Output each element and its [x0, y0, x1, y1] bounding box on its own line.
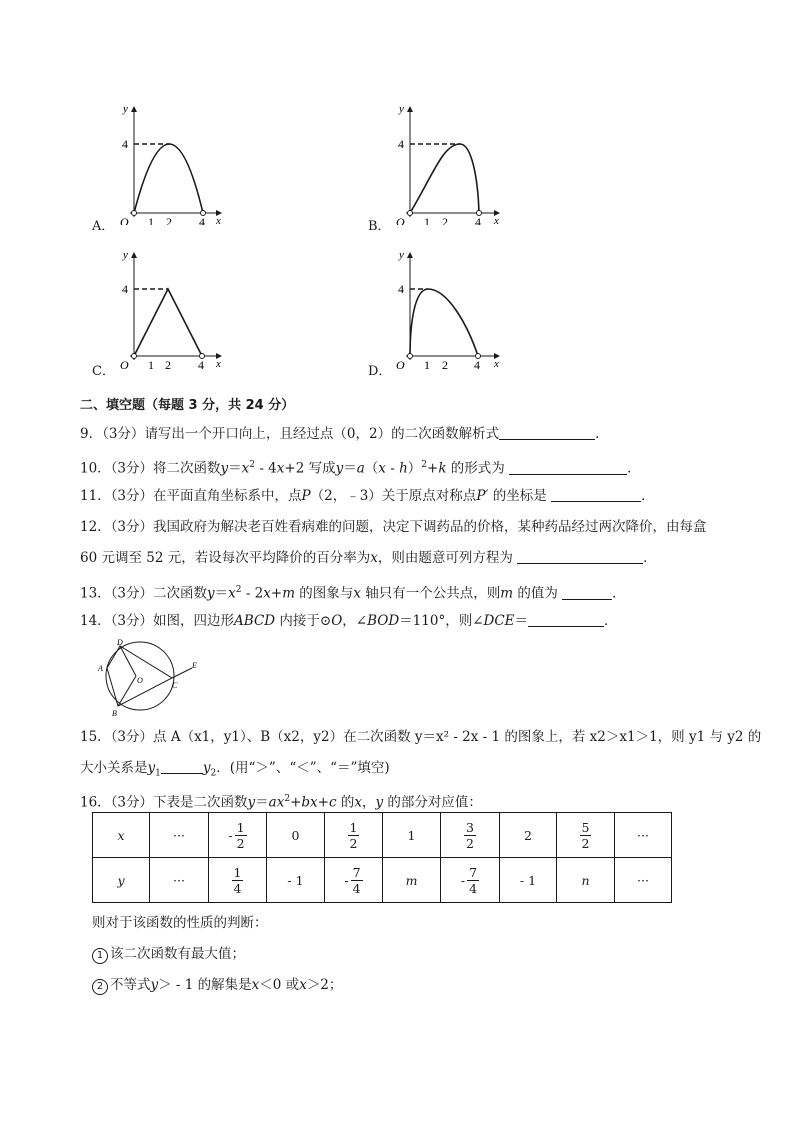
q-text: ＜0 或 — [259, 977, 300, 993]
q-num: 13． — [80, 585, 111, 602]
var: y — [150, 977, 159, 993]
q-text: （ — [364, 460, 379, 477]
var: bx — [301, 794, 318, 811]
var: DCE — [483, 613, 515, 629]
var: BOD — [367, 613, 400, 629]
label-o: O — [137, 676, 143, 685]
label-e: E — [192, 661, 197, 670]
label-1: 1 — [148, 215, 154, 225]
y-axis-arrow — [131, 106, 137, 112]
answer-blank[interactable] — [517, 549, 643, 564]
answer-blank[interactable] — [509, 460, 627, 475]
answer-blank[interactable] — [161, 759, 203, 774]
table-cell: n — [557, 858, 615, 903]
table-cell: 1 — [383, 813, 441, 858]
q-end: ． — [641, 488, 655, 504]
q-text: 下表是二次函数 — [153, 794, 248, 811]
var: x — [241, 460, 250, 477]
q-text: ，则由题意可列方程为 — [377, 550, 513, 566]
q-text: 将二次函数 — [153, 460, 221, 477]
question-13 — [80, 580, 626, 604]
var: P′ — [476, 488, 489, 504]
label-y: y — [399, 103, 404, 115]
var: y — [207, 585, 215, 602]
var: x — [353, 585, 361, 602]
exp: 2 — [284, 794, 291, 804]
label-2: 2 — [442, 358, 448, 371]
q-text: 不等式 — [110, 977, 151, 993]
q-text: - 2 — [241, 585, 264, 602]
judgment-1 — [92, 944, 245, 964]
label-y4: 4 — [122, 137, 128, 151]
var: y — [147, 760, 156, 776]
y-axis-arrow — [407, 106, 413, 112]
var: y — [247, 794, 256, 811]
q-score: （3分） — [110, 729, 154, 745]
circled-number-1: 1 — [92, 948, 108, 964]
table-head-y: y — [93, 858, 150, 903]
table-row-x — [93, 813, 672, 858]
label-o: O — [120, 358, 129, 371]
q-text: ＝ — [214, 585, 229, 602]
var: m — [282, 585, 296, 602]
question-12-line-1 — [80, 517, 707, 537]
q-num: 9． — [80, 426, 103, 442]
q-text: + — [427, 460, 439, 477]
label-y: y — [399, 249, 404, 261]
answer-blank[interactable] — [562, 585, 612, 600]
label-4: 4 — [474, 358, 480, 371]
var: x — [228, 585, 236, 602]
origin-point — [408, 211, 413, 216]
table-cell: ··· — [150, 813, 209, 858]
q-text: ．(用“＞”、“＜”、“＝”填空) — [216, 760, 390, 776]
label-1: 1 — [424, 215, 430, 225]
q-score: （3分） — [110, 613, 154, 629]
table-cell: - $\frac{7}{4}$ — [441, 858, 500, 903]
q-text: + — [317, 794, 329, 811]
judgment-2 — [92, 975, 342, 995]
label-2: 2 — [165, 358, 171, 371]
label-2: 2 — [442, 215, 448, 225]
q-text: 我国政府为解决老百姓看病难的问题，决定下调药品的价格，某种药品经过两次降价，由每盒 — [153, 519, 707, 535]
q-text: ＝ — [514, 613, 529, 629]
var: y — [335, 460, 344, 477]
value-table — [92, 812, 672, 903]
q-text: 60 元调至 52 元，若设每次平均降价的百分率为 — [80, 550, 371, 566]
q-text: 轴只有一个公共点，则 — [360, 585, 501, 602]
y-axis-arrow — [131, 252, 137, 258]
q-end: ． — [627, 460, 641, 477]
label-o: O — [396, 358, 405, 371]
var: x — [251, 977, 260, 993]
label-y4: 4 — [122, 282, 128, 296]
label-y: y — [123, 103, 128, 115]
q-text: 的形式为 — [446, 460, 505, 477]
table-cell: - 1 — [500, 858, 557, 903]
q-num: 15． — [80, 729, 111, 745]
q-text: （2，﹣3）关于原点对称点 — [310, 488, 477, 504]
q-text: ＝110°，则∠ — [399, 613, 484, 629]
label-4: 4 — [198, 358, 204, 371]
label-x: x — [494, 358, 499, 370]
exp: 2 — [249, 460, 256, 470]
label-o: O — [396, 215, 405, 225]
q-text: ） — [407, 460, 422, 477]
var: P — [301, 488, 311, 504]
label-4: 4 — [475, 215, 481, 225]
q-text: ，∠ — [342, 613, 368, 629]
graph-option-a — [112, 100, 222, 225]
q-text: + — [290, 794, 302, 811]
question-10 — [80, 455, 641, 479]
label-x: x — [216, 358, 221, 370]
table-cell: $\frac{1}{4}$ — [209, 858, 267, 903]
graph-option-b — [388, 100, 503, 225]
table-cell: ··· — [150, 858, 209, 903]
q-text: + — [270, 585, 283, 602]
curve — [410, 289, 478, 356]
q-text: - — [385, 460, 400, 477]
label-c: C — [172, 681, 178, 690]
label-y4: 4 — [398, 137, 404, 151]
label-x: x — [216, 215, 221, 225]
table-cell: $\frac{5}{2}$ — [557, 813, 615, 858]
var: a — [356, 460, 365, 477]
label-4: 4 — [199, 215, 205, 225]
option-c-label: C． — [92, 364, 115, 379]
q-text: ， — [361, 794, 376, 811]
table-cell: 0 — [267, 813, 325, 858]
triangle-path — [134, 289, 202, 356]
question-15-line-2 — [80, 758, 390, 784]
q-text: 二次函数 — [153, 585, 208, 602]
q-text: 内接于⊙ — [275, 613, 332, 629]
table-row-y — [93, 858, 672, 903]
origin-point — [132, 211, 137, 216]
answer-blank[interactable] — [551, 487, 641, 502]
question-9 — [80, 424, 609, 444]
q-num: 14． — [80, 613, 111, 629]
var: y — [220, 460, 229, 477]
sub: 1 — [155, 768, 161, 779]
label-y4: 4 — [398, 282, 404, 296]
q-text: 在平面直角坐标系中，点 — [153, 488, 302, 504]
var: x — [378, 460, 386, 477]
q-end: ． — [604, 613, 618, 629]
q-text: ＝ — [228, 460, 242, 477]
var: x — [299, 977, 307, 993]
graph-option-c — [112, 246, 222, 371]
var: c — [328, 794, 337, 811]
var: x — [263, 585, 271, 602]
q-text: ＝ — [255, 794, 269, 811]
q-text: 的 — [336, 794, 355, 811]
table-cell: m — [383, 858, 441, 903]
table-cell: - 1 — [267, 858, 325, 903]
question-15-line-1 — [80, 727, 761, 747]
var: x — [276, 460, 285, 477]
var: x — [354, 794, 362, 811]
label-a: A — [98, 664, 103, 673]
table-cell: ··· — [615, 858, 672, 903]
q-text: 该二次函数有最大值； — [110, 946, 245, 962]
q-end: ． — [643, 550, 657, 566]
q-score: （3分） — [110, 585, 154, 602]
option-a-label: A． — [92, 219, 115, 234]
q-score: （3分） — [110, 794, 154, 811]
table-cell: $\frac{1}{2}$ — [325, 813, 383, 858]
var: h — [399, 460, 408, 477]
q-score: （3分） — [110, 460, 154, 477]
q-text: +2 写成 — [284, 460, 336, 477]
label-b: B — [112, 709, 117, 718]
origin-point — [132, 354, 137, 359]
table-head-x: x — [93, 813, 150, 858]
table-cell: - $\frac{1}{2}$ — [209, 813, 267, 858]
q-end: ． — [612, 585, 626, 602]
graph-option-d — [388, 246, 503, 371]
option-b-label: B． — [368, 219, 391, 234]
var: y — [375, 794, 384, 811]
after-table-text: 则对于该函数的性质的判断： — [92, 915, 268, 931]
q-score: （3分） — [102, 426, 145, 442]
label-1: 1 — [424, 358, 430, 371]
q-text: - 4 — [255, 460, 277, 477]
label-1: 1 — [148, 358, 154, 371]
var: m — [500, 585, 514, 602]
question-14 — [80, 611, 618, 631]
q-num: 10． — [80, 460, 111, 477]
var: ax — [268, 794, 285, 811]
var: O — [331, 613, 343, 629]
q-score: （3分） — [110, 488, 154, 504]
figure-q14-circle — [88, 636, 203, 718]
label-2: 2 — [166, 215, 172, 225]
table-cell: - $\frac{7}{4}$ — [325, 858, 383, 903]
q-text: 大小关系是 — [80, 760, 148, 776]
var: ABCD — [234, 613, 276, 629]
var: k — [438, 460, 447, 477]
label-x: x — [494, 215, 499, 225]
q-text: 请写出一个开口向上，且经过点（0，2）的二次函数解析式 — [144, 426, 500, 442]
q-text: ＝ — [343, 460, 357, 477]
q-score: （3分） — [110, 519, 154, 535]
q-num: 12． — [80, 519, 111, 535]
q-text: 的值为 — [513, 585, 558, 602]
question-11 — [80, 486, 655, 506]
table-cell: $\frac{3}{2}$ — [441, 813, 500, 858]
q-text: 的坐标是 — [488, 488, 547, 504]
q-text: ＞ - 1 的解集是 — [158, 977, 252, 993]
question-12-line-2 — [80, 548, 657, 568]
var: x — [370, 550, 378, 566]
label-o: O — [120, 215, 129, 225]
curve — [134, 144, 203, 213]
section-title: 二、填空题（每题 3 分，共 24 分） — [80, 398, 295, 413]
exp: 2 — [235, 585, 242, 595]
label-y: y — [123, 249, 128, 261]
label-d: D — [117, 638, 123, 647]
q-text: 的部分对应值： — [383, 794, 482, 811]
q-num: 16． — [80, 794, 111, 811]
q-num: 11． — [80, 488, 111, 504]
segment-ce — [172, 668, 192, 678]
origin-point — [408, 354, 413, 359]
exp: 2 — [421, 460, 428, 470]
q-text: 的图象与 — [295, 585, 354, 602]
option-d-label: D． — [368, 364, 392, 379]
table-cell: ··· — [615, 813, 672, 858]
q-end: ． — [595, 426, 609, 442]
table-cell: 2 — [500, 813, 557, 858]
circled-number-2: 2 — [92, 979, 108, 995]
question-16 — [80, 789, 482, 813]
answer-blank[interactable] — [499, 425, 595, 440]
q-text: 点 A（x1，y1）、B（x2，y2）在二次函数 y＝x² - 2x - 1 的图象上，若 x2＞x1＞1，则 y1 与 y2 的 — [153, 729, 762, 745]
sub: 2 — [210, 768, 217, 779]
y-axis-arrow — [407, 252, 413, 258]
answer-blank[interactable] — [528, 612, 604, 627]
curve — [410, 144, 479, 213]
q-text: ＞2； — [306, 977, 343, 993]
var: y — [202, 760, 211, 776]
q-text: 如图，四边形 — [153, 613, 235, 629]
